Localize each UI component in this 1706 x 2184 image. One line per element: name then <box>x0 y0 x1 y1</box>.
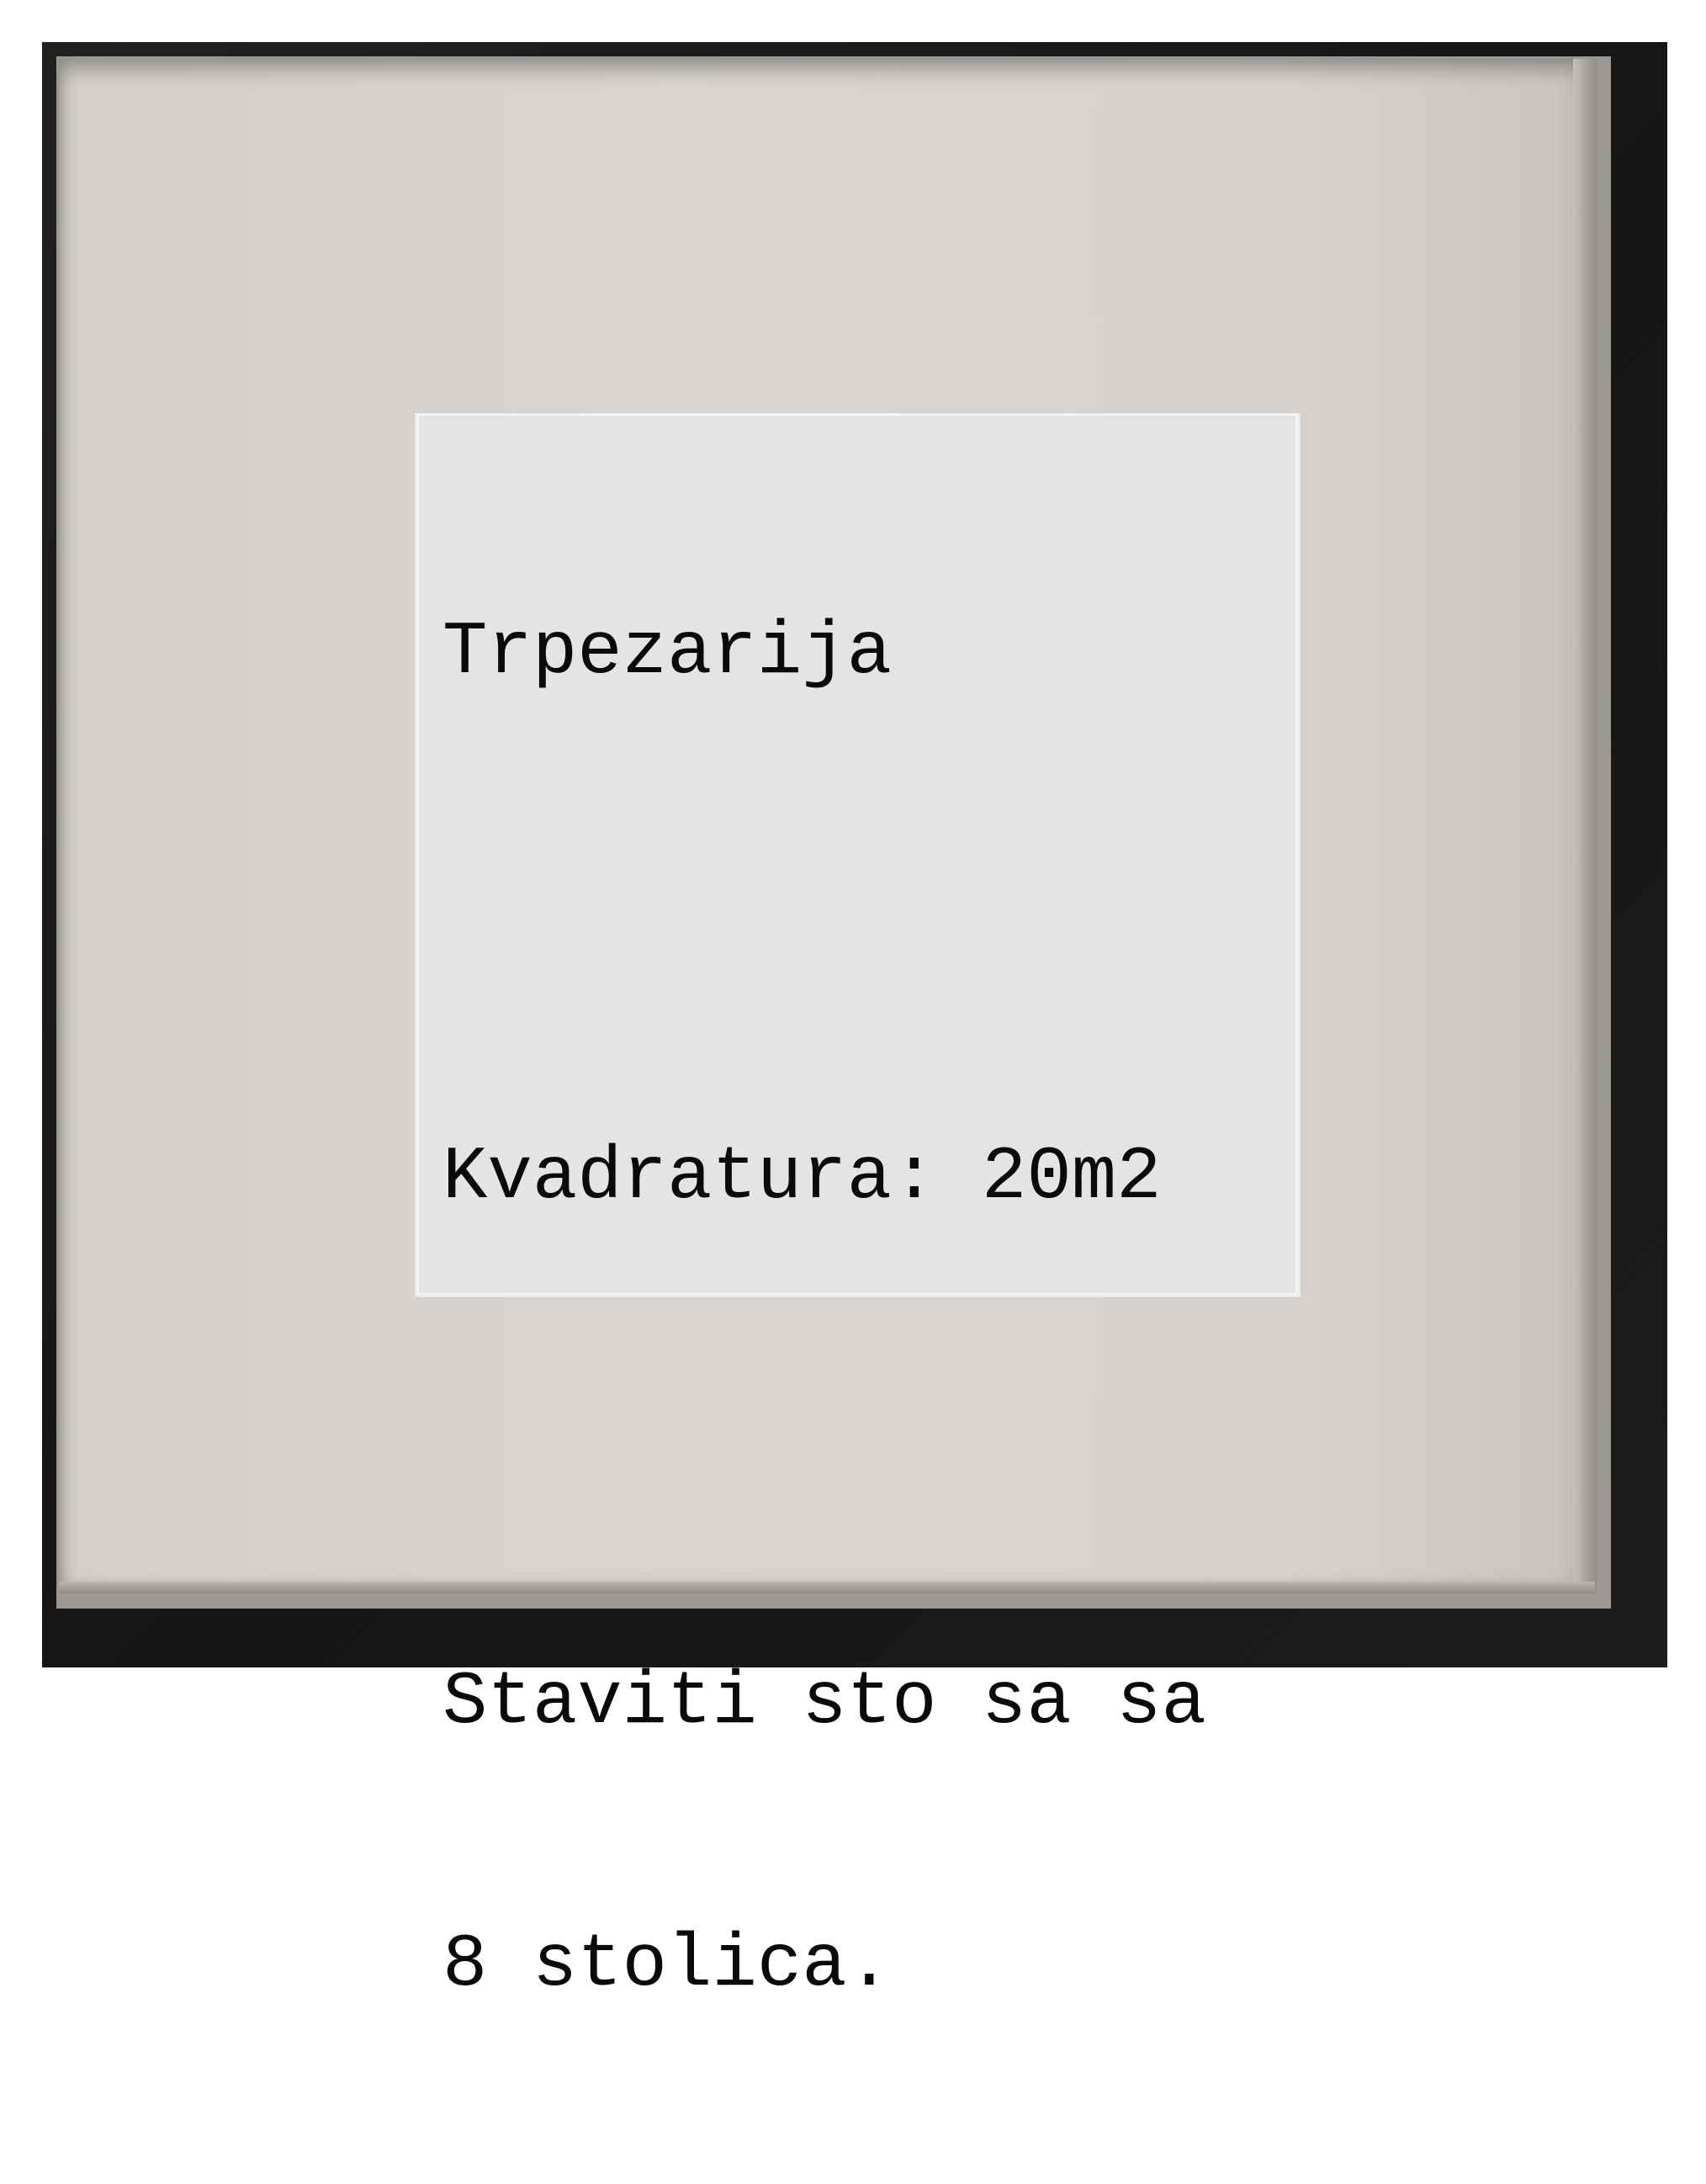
note-text <box>442 434 1206 2184</box>
instruction-line-2: 8 stolica. <box>442 1922 893 2007</box>
room-title: Trpezarija <box>442 610 893 695</box>
matboard-right-depth <box>1573 59 1597 1593</box>
room-area: Kvadratura: 20m2 <box>442 1135 1162 1220</box>
blank-line <box>442 1397 1206 1484</box>
instruction-line-1: Staviti sto sa sa <box>442 1660 1206 1745</box>
note-paper <box>419 416 1295 2007</box>
blank-line <box>442 872 1206 959</box>
